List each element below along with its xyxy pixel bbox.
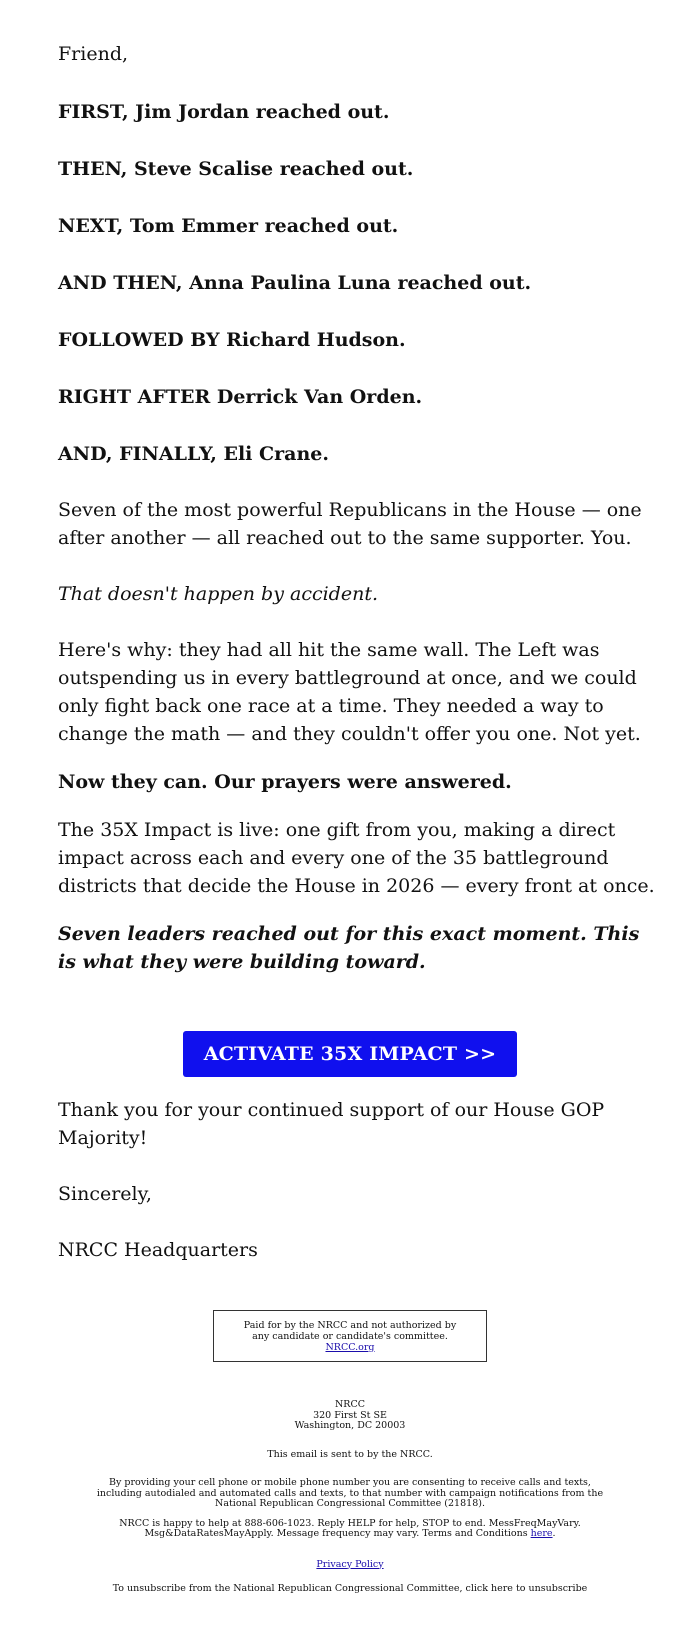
sms-help-text: NRCC is happy to help at 888-606-1023. Reply HELP for help, STOP to end. MessFreqMayVary. Msg&DataRatesMayApply. Message frequency may vary. Terms and Conditions here. [119, 1517, 581, 1539]
greeting: Friend, [58, 43, 129, 65]
signature: NRCC Headquarters [58, 1239, 258, 1261]
address-street: 320 First St SE [313, 1409, 387, 1421]
sincerely-text: Sincerely, [58, 1183, 152, 1205]
thanks-text: Thank you for your continued support of our House GOP Majority! [58, 1099, 605, 1149]
consent-text: By providing your cell phone or mobile phone number you are consenting to receive calls and texts, including autodialed and automated calls and texts, to that number with campaign notifications from the National Republican Congressional Committee (21818). [96, 1477, 604, 1509]
privacy-policy-link[interactable]: Privacy Policy [316, 1558, 384, 1570]
footer [0, 1310, 700, 1595]
activate-impact-button[interactable]: ACTIVATE 35X IMPACT >> [183, 1031, 518, 1077]
privacy-container [0, 1560, 700, 1571]
line-scalise: THEN, Steve Scalise reached out. [58, 158, 414, 180]
help-text: NRCC is happy to help at 888-606-1023. Reply HELP for help, STOP to end. MessFreqMayVary. Msg&DataRatesMayApply. Message frequency may vary. Terms and Conditions [119, 1517, 581, 1539]
address-city: Washington, DC 20003 [294, 1420, 406, 1431]
paragraph-accident: That doesn't happen by accident. [58, 583, 378, 605]
terms-link[interactable]: here [530, 1528, 553, 1539]
unsubscribe-text[interactable]: To unsubscribe from the National Republican Congressional Committee, click here to unsubscribe [112, 1583, 588, 1594]
nrcc-link[interactable]: NRCC.org [325, 1342, 375, 1353]
paragraph-seven: Seven of the most powerful Republicans in the House — one after another — all reached out to the same supporter. You. [58, 499, 642, 549]
address-org: NRCC [334, 1399, 365, 1410]
paragraph-impact: The 35X Impact is live: one gift from you, making a direct impact across each and every one of the 35 battleground districts that decide the House in 2026 — every front at once. [58, 819, 655, 897]
paid-for-disclaimer [213, 1310, 487, 1362]
paragraph-now: Now they can. Our prayers were answered. [58, 771, 512, 793]
line-crane: AND, FINALLY, Eli Crane. [58, 443, 329, 465]
disclaimer-text: Paid for by the NRCC and not authorized by any candidate or candidate's committee. [243, 1320, 457, 1342]
line-jordan: FIRST, Jim Jordan reached out. [58, 101, 390, 123]
paragraph-why: Here's why: they had all hit the same wall. The Left was outspending us in every battleground at once, and we could only fight back one race at a time. They needed a way to change the math — and they couldn't offer you one. Not yet. [58, 639, 641, 745]
line-emmer: NEXT, Tom Emmer reached out. [58, 215, 399, 237]
line-hudson: FOLLOWED BY Richard Hudson. [58, 329, 406, 351]
mailing-address [0, 1400, 700, 1432]
sent-by-text: This email is sent to by the NRCC. [267, 1448, 433, 1460]
email-body [58, 40, 658, 976]
paragraph-moment: Seven leaders reached out for this exact moment. This is what they were building toward. [58, 923, 640, 973]
closing-section [58, 1096, 658, 1264]
line-van-orden: RIGHT AFTER Derrick Van Orden. [58, 386, 423, 408]
cta-container [0, 1031, 700, 1077]
line-luna: AND THEN, Anna Paulina Luna reached out. [58, 272, 532, 294]
